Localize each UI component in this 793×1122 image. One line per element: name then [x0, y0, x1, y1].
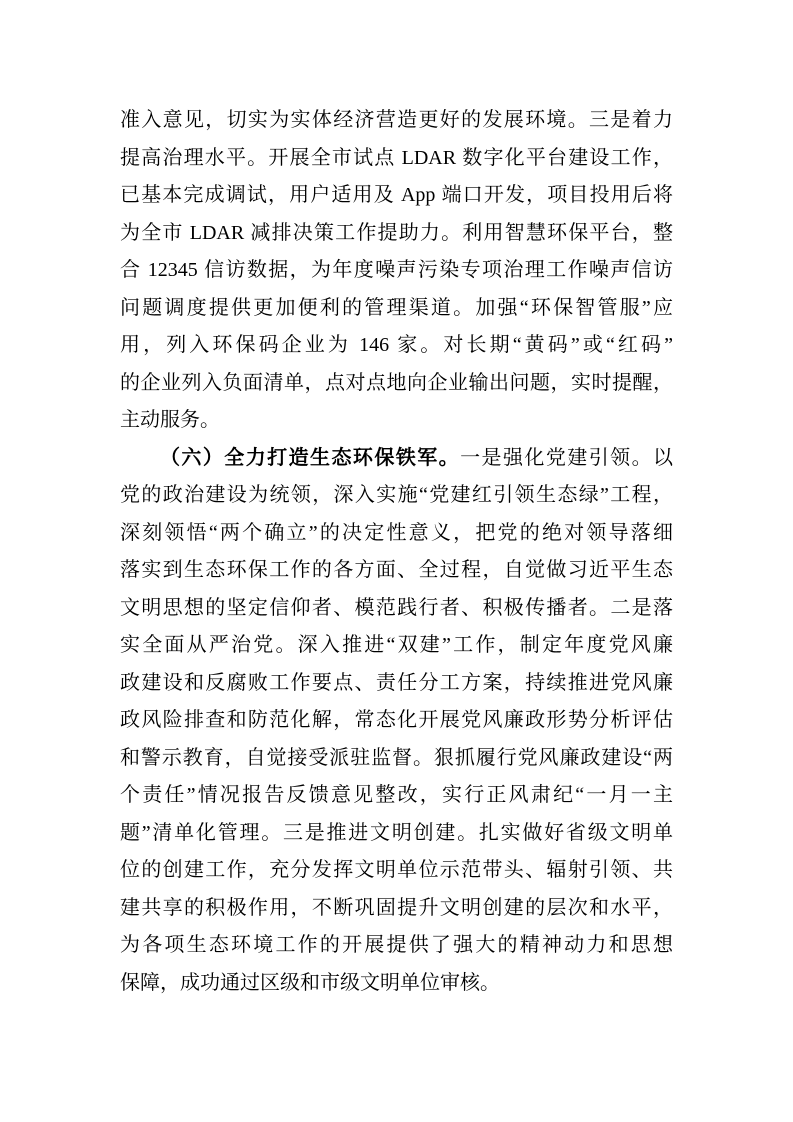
text-line: 已基本完成调试，用户适用及 App 端口开发，项目投用后将: [120, 184, 673, 206]
text-line: 深刻领悟“两个确立”的决定性意义，把党的绝对领导落细: [120, 521, 673, 544]
text-line: 落实到生态环保工作的各方面、全过程，自觉做习近平生态: [120, 559, 673, 581]
text-line: 和警示教育，自觉接受派驻监督。狠抓履行党风廉政建设“两: [120, 746, 673, 769]
paragraph: [120, 102, 673, 440]
paragraph: [120, 440, 673, 1003]
text-line: 政风险排查和防范化解，常态化开展党风廉政形势分析评估: [120, 709, 673, 731]
text-line: 用，列入环保码企业为 146 家。对长期“黄码”或“红码”: [120, 334, 673, 356]
section-heading: （六）全力打造生态环保铁军。: [160, 446, 461, 469]
text-line: 主动服务。: [120, 409, 220, 431]
document-body: [120, 102, 673, 1002]
text-line: 的企业列入负面清单，点对点地向企业输出问题，实时提醒，: [120, 371, 673, 394]
text-line: 政建设和反腐败工作要点、责任分工方案，持续推进党风廉: [120, 671, 673, 694]
text-line: 文明思想的坚定信仰者、模范践行者、积极传播者。二是落: [120, 596, 673, 619]
text-line: 建共享的积极作用，不断巩固提升文明创建的层次和水平，: [120, 896, 673, 919]
text-line: 为全市 LDAR 减排决策工作提助力。利用智慧环保平台，整: [120, 221, 673, 244]
text-line: 个责任”情况报告反馈意见整改，实行正风肃纪“一月一主: [120, 784, 673, 806]
text-line: 为各项生态环境工作的开展提供了强大的精神动力和思想: [120, 934, 673, 956]
text-line: 问题调度提供更加便利的管理渠道。加强“环保智管服”应: [120, 296, 673, 319]
text-line: 合 12345 信访数据，为年度噪声污染专项治理工作噪声信访: [120, 259, 673, 281]
text-line: （六）全力打造生态环保铁军。一是强化党建引领。以: [160, 446, 674, 469]
text-line: 准入意见，切实为实体经济营造更好的发展环境。三是着力: [120, 109, 673, 131]
text-line: 题”清单化管理。三是推进文明创建。扎实做好省级文明单: [120, 821, 673, 844]
text-line: 提高治理水平。开展全市试点 LDAR 数字化平台建设工作，: [120, 146, 673, 169]
text-line: 党的政治建设为统领，深入实施“党建红引领生态绿”工程，: [120, 484, 673, 506]
text-line: 实全面从严治党。深入推进“双建”工作，制定年度党风廉: [120, 634, 673, 656]
text-line: 位的创建工作，充分发挥文明单位示范带头、辐射引领、共: [120, 859, 673, 881]
text-line: 保障，成功通过区级和市级文明单位审核。: [120, 971, 500, 994]
